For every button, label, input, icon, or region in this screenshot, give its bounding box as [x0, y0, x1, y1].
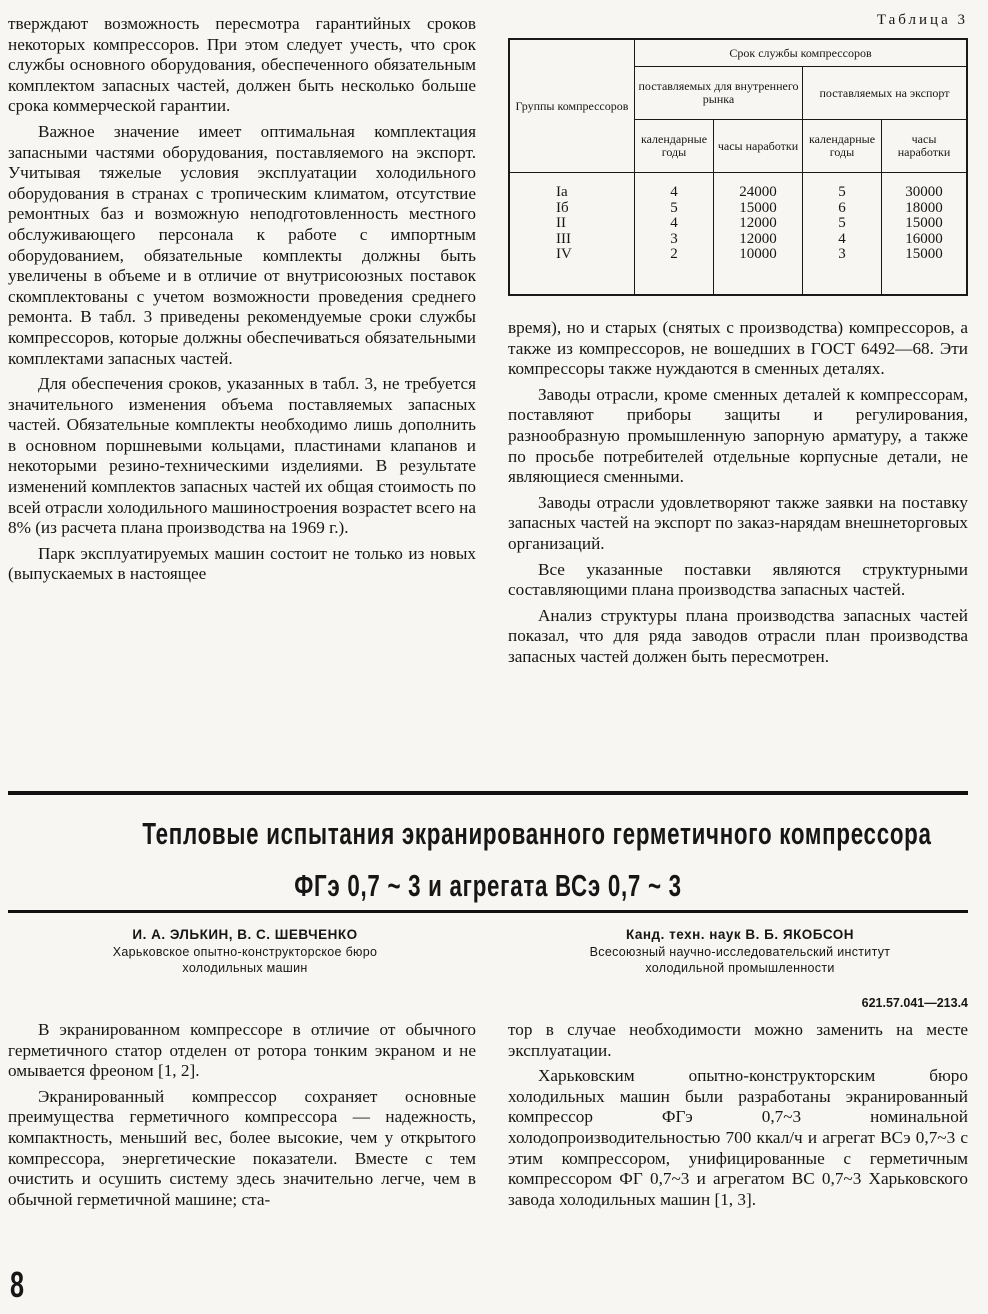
cell-export-hours — [882, 173, 968, 296]
cell-group: Iа — [556, 184, 568, 200]
cell-group: Iб — [556, 199, 569, 216]
cell-value: 6 — [838, 199, 846, 216]
cell-groups — [509, 173, 635, 296]
cell-value: 15000 — [739, 199, 777, 216]
affiliation: Всесоюзный научно-исследовательский институт — [589, 945, 891, 959]
paragraph: В экранированном компрессоре в отличие от обычного герметичного статор отделен от ротора тонким экраном и не омывается фреоном [1, 2]. — [8, 1020, 476, 1081]
paragraph: Заводы отрасли удовлетворяют также заявки на поставку запасных частей на экспорт по заказ-нарядам внешнеторговых организаций. — [508, 492, 968, 553]
header-domestic: поставляемых для внутреннего рынка — [635, 67, 803, 120]
paragraph: Анализ структуры плана производства запасных частей показал, что для ряда заводов отрасли план производства запасных частей должен быть пересмотрен. — [508, 605, 968, 666]
udc-code: 621.57.041—213.4 — [861, 996, 968, 1010]
cell-value: 12000 — [739, 215, 777, 231]
paragraph: Экранированный компрессор сохраняет основные преимущества герметичного компрессора — надежность, компактность, меньший вес, более высокие, чем у открытого компрессора, энергетические показатели. Вместе с тем очистить и осушить систему здесь значительно легче, чем в обычной герметичной машине; ста- — [8, 1086, 476, 1209]
table-caption: Таблица 3 — [876, 12, 968, 28]
divider-bottom — [8, 910, 968, 913]
cell-value: 5 — [838, 184, 846, 200]
paragraph: Важное значение имеет оптимальная комплектация запасными частями оборудования, поставляемого на экспорт. Учитывая тяжелые условия эксплуатации холодильного оборудования в странах с тропическим климатом, отсутствие ремонтных баз и возможную неподготовленность местного обслуживающего персонала к работе с импортным оборудованием, обязательные комплекты должны быть увеличены в объеме и в отличие от внутрисоюзных поставок скомплектованы с учетом возможности проведения среднего ремонта. В табл. 3 приведены рекомендуемые сроки службы компрессоров, которые должны обеспечиваться обязательными комплектами запасных частей. — [8, 121, 476, 368]
byline-right — [520, 926, 960, 976]
cell-export-years — [803, 173, 882, 296]
table-body-row — [509, 173, 967, 296]
cell-domestic-hours — [714, 173, 803, 296]
cell-value: 5 — [670, 199, 678, 216]
header-groups: Группы компрессоров — [509, 39, 635, 173]
cell-domestic-years — [635, 173, 714, 296]
paragraph: тверждают возможность пересмотра гарантийных сроков некоторых компрессоров. При этом следует учесть, что срок службы основного оборудования, обеспеченного обязательным комплектом запасных частей, должен быть несколько больше срока коммерческой гарантии. — [8, 14, 476, 116]
affiliation: Харьковское опытно-конструкторское бюро — [112, 945, 378, 959]
header-domestic-years: календарные годы — [635, 120, 714, 173]
text-column-left-bottom — [8, 1020, 476, 1210]
cell-group: III — [556, 230, 571, 247]
text-column-left-top — [8, 14, 476, 585]
text-column-right-bottom — [508, 1020, 968, 1210]
cell-value: 15000 — [905, 215, 943, 231]
paragraph: Все указанные поставки являются структурными составляющими плана производства запасных частей. — [508, 559, 968, 600]
header-service-life: Срок службы компрессоров — [635, 39, 968, 67]
title-line: ФГэ 0,7 ~ 3 и агрегата ВСэ 0,7 ~ 3 — [294, 868, 682, 903]
cell-value: 24000 — [739, 184, 777, 200]
header-export-hours: часы наработки — [882, 120, 968, 173]
cell-value: 4 — [670, 184, 678, 200]
cell-value: 4 — [838, 230, 846, 247]
cell-value: 15000 — [905, 246, 943, 262]
cell-value: 18000 — [905, 199, 943, 216]
affiliation: холодильных машин — [182, 961, 308, 975]
paragraph: Парк эксплуатируемых машин состоит не только из новых (выпускаемых в настоящее — [8, 543, 476, 584]
paragraph: Для обеспечения сроков, указанных в табл. 3, не требуется значительного изменения объема поставляемых запасных частей. Обязательные комплекты необходимо лишь дополнить в основном поршневыми кольцами, пластинами клапанов и некоторыми резино-техническими изделиями. В результате изменений комплектов запасных частей их общая стоимость по всей отрасли холодильного машиностроения возрастет всего на 8% (из расчета плана производства на 1969 г.). — [8, 374, 476, 538]
cell-value: 12000 — [739, 230, 777, 247]
header-export-years: календарные годы — [803, 120, 882, 173]
paragraph: время), но и старых (снятых с производства) компрессоров, а также из компрессоров, не вошедших в ГОСТ 6492—68. Эти компрессоры также нуждаются в сменных деталях. — [508, 318, 968, 379]
authors: Канд. техн. наук В. Б. ЯКОБСОН — [625, 927, 854, 942]
byline-left — [30, 926, 460, 976]
paragraph: Харьковским опытно-конструкторским бюро холодильных машин были разработаны экранированный компрессор ФГэ 0,7~3 номинальной холодопроизводительностью 700 ккал/ч и агрегат ВСэ 0,7~3 с этим компрессором, унифицированные с герметичным компрессором ФГ 0,7~3 и агрегатом ВС 0,7~3 Харьковского завода холодильных машин [1, 3]. — [508, 1066, 968, 1209]
cell-value: 3 — [838, 246, 846, 262]
article-title — [142, 808, 932, 912]
paragraph: тор в случае необходимости можно заменить на месте эксплуатации. — [508, 1020, 968, 1060]
cell-value: 5 — [838, 215, 846, 231]
service-life-table — [508, 38, 968, 296]
cell-value: 10000 — [739, 246, 777, 262]
cell-value: 30000 — [905, 184, 943, 200]
header-export: поставляемых на экспорт — [803, 67, 968, 120]
page-number: 8 — [10, 1264, 25, 1305]
cell-value: 2 — [670, 246, 678, 262]
header-domestic-hours: часы наработки — [714, 120, 803, 173]
cell-value: 16000 — [905, 230, 943, 247]
divider-top — [8, 791, 968, 795]
cell-group: IV — [556, 246, 572, 262]
cell-value: 4 — [670, 215, 678, 231]
affiliation: холодильной промышленности — [645, 961, 835, 975]
title-line: Тепловые испытания экранированного герметичного компрессора — [142, 816, 932, 851]
cell-value: 3 — [670, 230, 678, 247]
text-column-right-top — [508, 318, 968, 668]
paragraph: Заводы отрасли, кроме сменных деталей к компрессорам, поставляют приборы защиты и регулирования, разнообразную промышленную запорную арматуру, а также по просьбе потребителей отдельные корпусные детали, не являющиеся сменными. — [508, 384, 968, 487]
cell-group: II — [556, 215, 566, 231]
authors: И. А. ЭЛЬКИН, В. С. ШЕВЧЕНКО — [132, 927, 358, 942]
